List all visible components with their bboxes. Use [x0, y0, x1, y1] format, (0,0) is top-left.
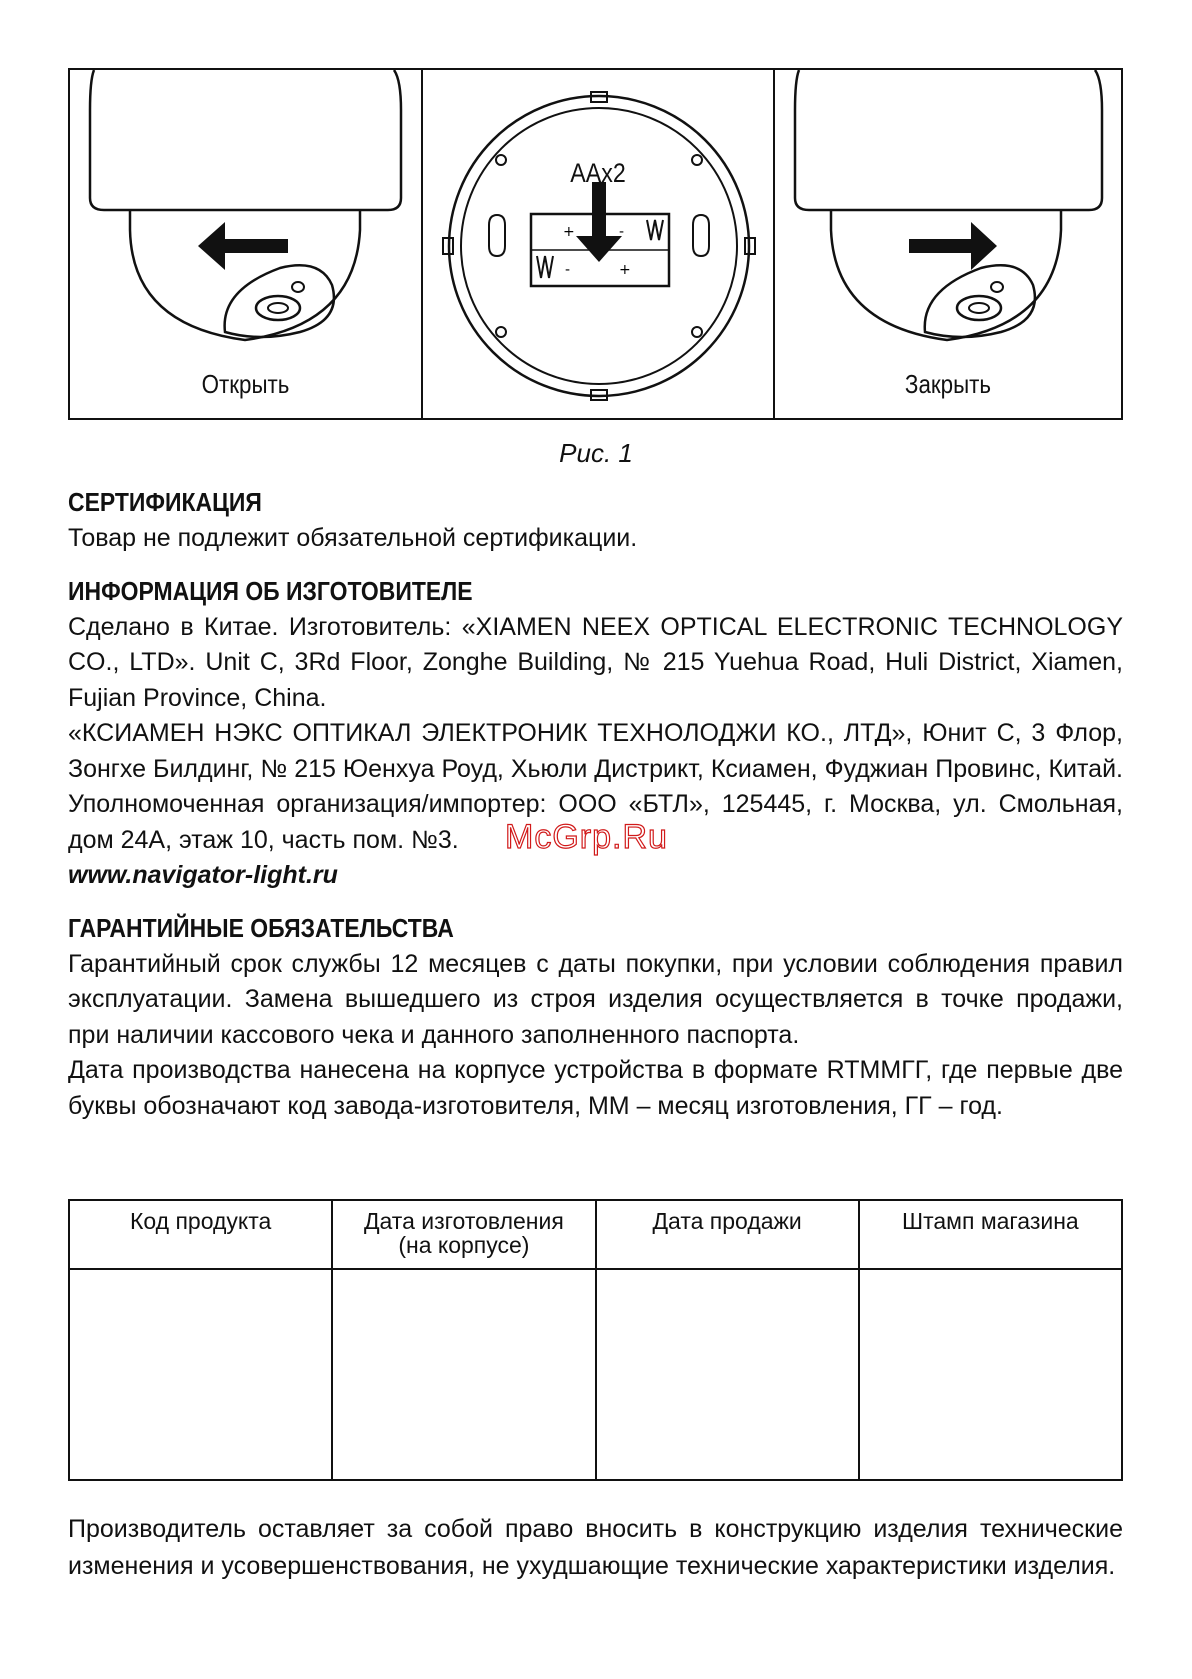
battery-base-drawing: [423, 70, 775, 418]
warranty-title: ГАРАНТИЙНЫЕ ОБЯЗАТЕЛЬСТВА: [68, 914, 454, 943]
warranty-card-table: [68, 1199, 1123, 1481]
open-caption: Открыть: [201, 369, 290, 399]
footer-note: Производитель оставляет за собой право вносить в конструкцию изделия технические изменения и усовершенствования, не ухудшающие технические характеристики изделия.: [68, 1515, 1123, 1580]
manufacturer-paragraph: «КСИАМЕН НЭКС ОПТИКАЛ ЭЛЕКТРОНИК ТЕХНОЛОДЖИ КО., ЛТД», Юнит С, 3 Флор, Зонгхе Билдинг, № 215 Юенхуа Роуд, Хьюли Дистрикт, Ксиамен, Фуджиан Провинс, Китай. Уполномоченная организация/импортер: ООО «БТЛ», 125445, г. Москва, ул. Смольная, дом 24А, этаж 10, часть пом. №3.: [68, 719, 1123, 854]
header-shop-stamp: Штамп магазина: [859, 1200, 1122, 1269]
svg-text:-: -: [565, 262, 571, 278]
header-sale-date: Дата продажи: [596, 1200, 859, 1269]
header-product-code: Код продукта: [69, 1200, 332, 1269]
watermark: McGrp.Ru: [505, 818, 668, 856]
website-link[interactable]: www.navigator-light.ru: [68, 861, 338, 889]
close-caption: Закрыть: [904, 369, 992, 399]
cell-product-code[interactable]: [69, 1269, 332, 1480]
warranty-section: [68, 912, 1123, 1125]
table-header-row: [69, 1200, 1122, 1269]
warranty-paragraph: Гарантийный срок службы 12 месяцев с даты покупки, при условии соблюдения правил эксплуатации. Замена вышедшего из строя изделия осуществляется в точке продажи, при наличии кассового чека и данного заполненного паспорта.: [68, 949, 1123, 1049]
panel-battery: [421, 70, 773, 418]
document-body: [68, 486, 1123, 1142]
arrow-left-icon: [198, 222, 288, 270]
svg-text:+: +: [619, 262, 631, 278]
manufacturer-paragraph: Сделано в Китае. Изготовитель: «XIAMEN NEEX OPTICAL ELECTRONIC TECHNOLOGY CO., LTD». Unit C, 3Rd Floor, Zonghe Building, № 215 Yuehua Road, Huli District, Xiamen, Fujian Province, China.: [68, 612, 1123, 712]
panel-open: [70, 70, 421, 418]
table-row: [69, 1269, 1122, 1480]
arrow-right-icon: [909, 222, 997, 270]
installation-figure: [68, 68, 1123, 420]
panel-close: [773, 70, 1121, 418]
camera-open-drawing: [70, 70, 421, 418]
battery-label: AAx2: [570, 158, 626, 188]
certification-section: [68, 486, 1123, 557]
warranty-paragraph: Дата производства нанесена на корпусе устройства в формате RTММГГ, где первые две буквы обозначают код завода-изготовителя, ММ – месяц изготовления, ГГ – год.: [68, 1056, 1123, 1120]
svg-text:-: -: [619, 224, 625, 240]
header-manufacture-date: [332, 1200, 595, 1269]
header-manufacture-date-text: Дата изготовления (на корпусе): [363, 1208, 564, 1258]
certification-title: СЕРТИФИКАЦИЯ: [68, 489, 262, 517]
svg-text:+: +: [563, 224, 575, 240]
camera-close-drawing: [775, 70, 1123, 418]
figure-caption: Рис. 1: [559, 438, 633, 468]
manufacturer-title: ИНФОРМАЦИЯ ОБ ИЗГОТОВИТЕЛЕ: [68, 577, 473, 606]
cell-sale-date[interactable]: [596, 1269, 859, 1480]
cell-manufacture-date[interactable]: [332, 1269, 595, 1480]
cell-shop-stamp[interactable]: [859, 1269, 1122, 1480]
certification-text: Товар не подлежит обязательной сертификации.: [68, 524, 638, 552]
